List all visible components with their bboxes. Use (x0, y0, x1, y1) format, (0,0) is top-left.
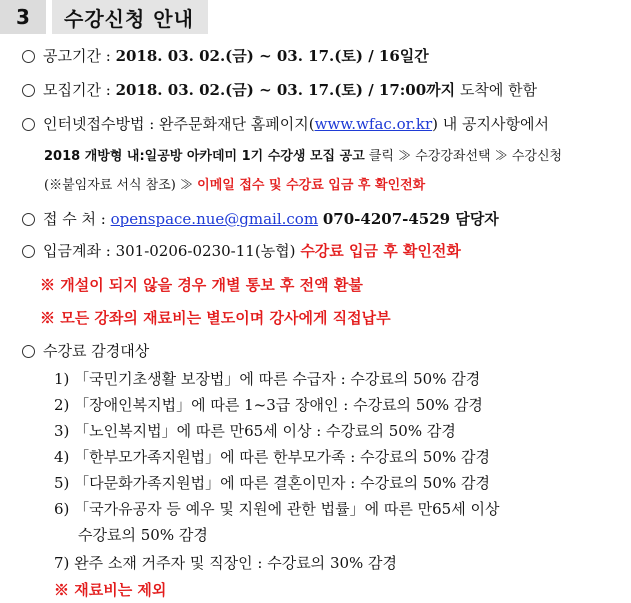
attachment-note: (※붙임자료 서식 참조) ≫ (44, 178, 194, 193)
notice-period-value: 2018. 03. 02.(금) ~ 03. 17.(토) / 16일간 (115, 47, 429, 65)
discount-item: 6) 「국가유공자 등 예우 및 지원에 관한 법률」에 따른 만65세 이상 (54, 500, 500, 518)
internet-label: 인터넷접수방법 (43, 115, 145, 133)
internet-prefix: 완주문화재단 홈페이지( (159, 115, 315, 133)
account-label: 입금계좌 (43, 242, 101, 260)
discount-row (0, 341, 149, 361)
circle-bullet-icon (22, 118, 35, 131)
circle-bullet-icon (22, 84, 35, 97)
account-note: 수강료 입금 후 확인전화 (300, 242, 461, 260)
homepage-link[interactable]: www.wfac.or.kr (314, 115, 433, 133)
discount-item: 7) 완주 소재 거주자 및 직장인 : 수강료의 30% 감경 (54, 554, 398, 572)
circle-bullet-icon (22, 245, 35, 258)
circle-bullet-icon (22, 345, 35, 358)
recruit-period-label: 모집기간 (43, 81, 101, 99)
discount-item: 3) 「노인복지법」에 따른 만65세 이상 : 수강료의 50% 감경 (54, 422, 456, 440)
notice-period-row: 공고기간 : 2018. 03. 02.(금) ~ 03. 17.(토) / 16일간 (0, 46, 429, 66)
section-title: 수강신청 안내 (52, 0, 208, 34)
contact-phone: 070-4207-4529 담당자 (322, 210, 499, 228)
circle-bullet-icon (22, 50, 35, 63)
discount-item: 2) 「장애인복지법」에 따른 1~3급 장애인 : 수강료의 50% 감경 (54, 396, 483, 414)
notice-title: 2018 개방형 내:일공방 아카데미 1기 수강생 모집 공고 (44, 149, 365, 164)
section-header (0, 0, 208, 34)
internet-line3 (44, 176, 425, 196)
circle-bullet-icon (22, 213, 35, 226)
internet-line2 (44, 147, 562, 167)
internet-suffix: ) 내 공지사항에서 (432, 115, 549, 133)
discount-item-continued: 수강료의 50% 감경 (78, 526, 208, 544)
contact-label: 접 수 처 (43, 210, 97, 228)
discount-label: 수강료 감경대상 (43, 342, 150, 360)
account-row: 입금계좌 : 301-0206-0230-11(농협) 수강료 입금 후 확인전화 (0, 241, 461, 261)
discount-item: 5) 「다문화가족지원법」에 따른 결혼이민자 : 수강료의 50% 감경 (54, 474, 490, 492)
section-number: 3 (0, 0, 46, 34)
material-fee-warning: ※ 모든 강좌의 재료비는 별도이며 강사에게 직접납부 (40, 309, 391, 327)
recruit-period-value: 2018. 03. 02.(금) ~ 03. 17.(토) / 17:00까지 (115, 81, 456, 99)
recruit-period-suffix: 도착에 한함 (459, 81, 538, 99)
email-apply-note: 이메일 접수 및 수강료 입금 후 확인전화 (197, 178, 426, 193)
discount-item: 4) 「한부모가족지원법」에 따른 한부모가족 : 수강료의 50% 감경 (54, 448, 490, 466)
refund-warning: ※ 개설이 되지 않을 경우 개별 통보 후 전액 환불 (40, 276, 363, 294)
material-fee-note: ※ 재료비는 제외 (54, 581, 167, 599)
discount-item: 1) 「국민기초생활 보장법」에 따른 수급자 : 수강료의 50% 감경 (54, 370, 481, 388)
internet-steps: 클릭 ≫ 수강강좌선택 ≫ 수강신청 (368, 149, 563, 164)
account-value: 301-0206-0230-11(농협) (115, 242, 296, 260)
internet-row: 인터넷접수방법 : 완주문화재단 홈페이지(www.wfac.or.kr) 내 공지사항에서 (0, 114, 549, 134)
recruit-period-row: 모집기간 : 2018. 03. 02.(금) ~ 03. 17.(토) / 17:00까지 도착에 한함 (0, 80, 537, 100)
notice-period-label: 공고기간 (43, 47, 101, 65)
contact-email-link[interactable]: openspace.nue@gmail.com (110, 210, 319, 228)
contact-row: 접 수 처 : openspace.nue@gmail.com 070-4207-4529 담당자 (0, 209, 499, 229)
